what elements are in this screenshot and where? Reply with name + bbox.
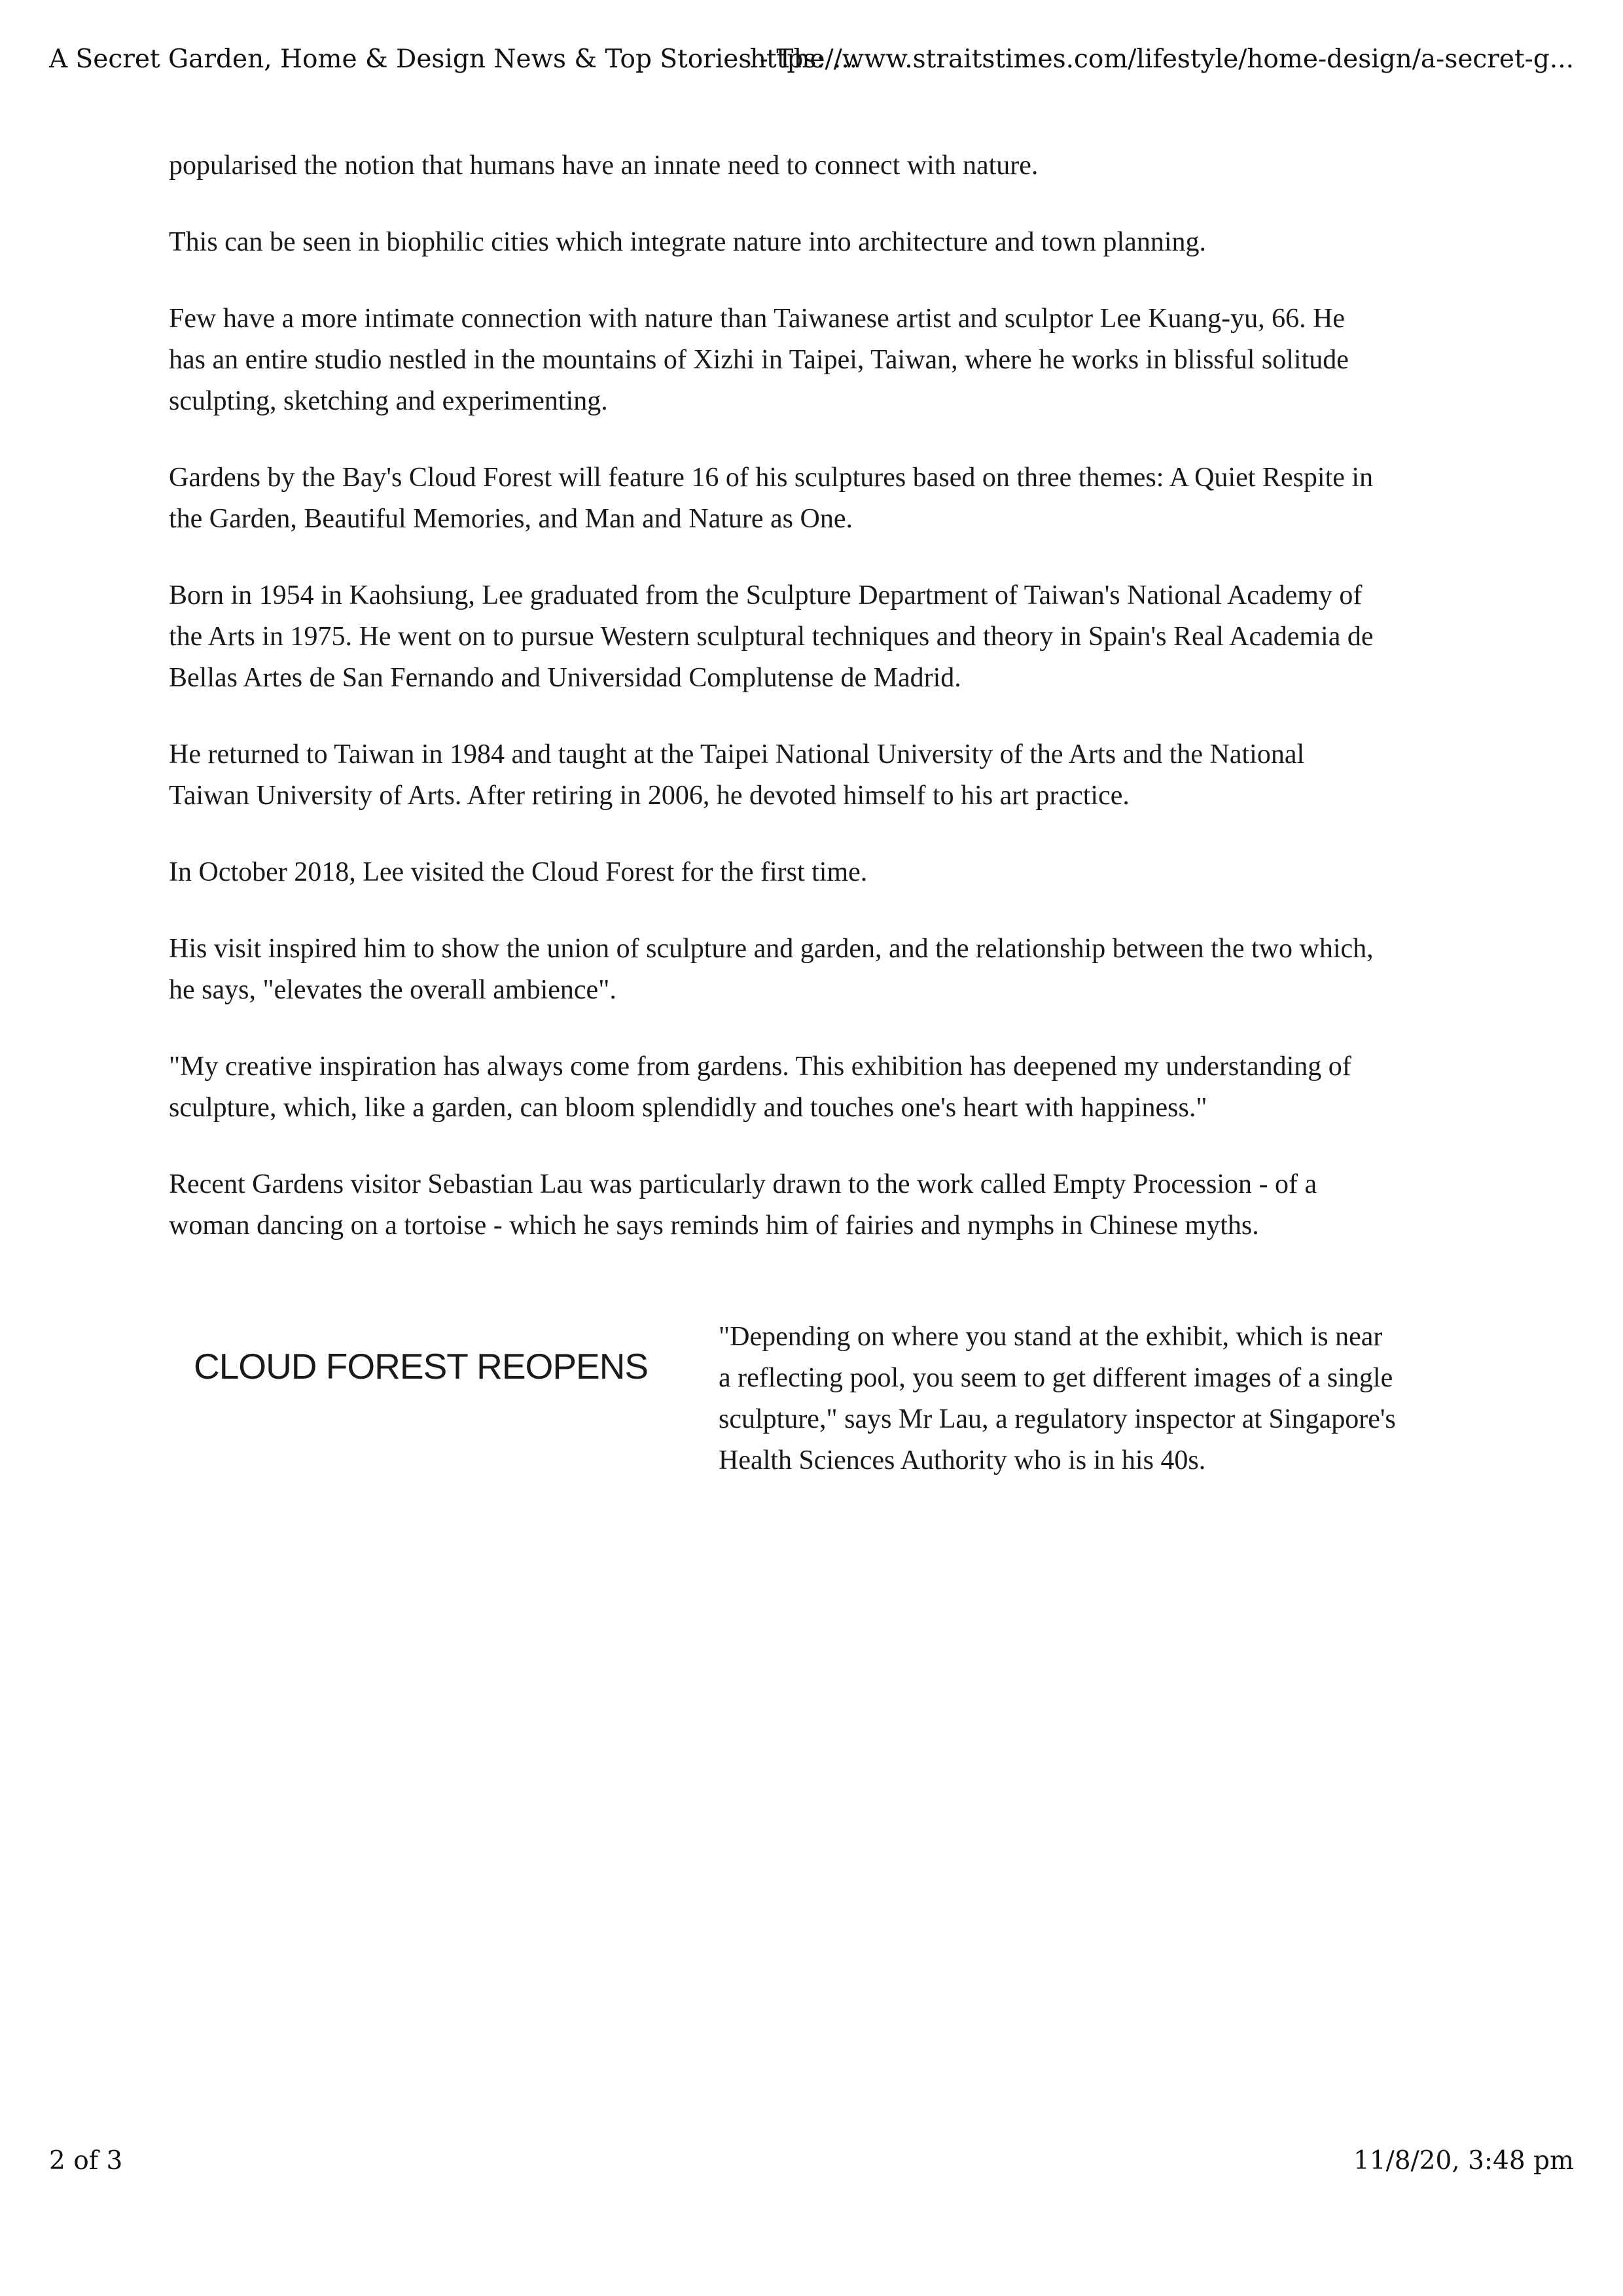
article-paragraph: In October 2018, Lee visited the Cloud Forest for the first time. [169,857,868,887]
section-subhead: CLOUD FOREST REOPENS [194,1346,649,1386]
print-footer [49,2146,1574,2185]
print-header [49,44,1574,84]
article-paragraph: "Depending on where you stand at the exhibit, which is near a reflecting pool, you seem to get different images of a single sculpture," says Mr Lau, a regulatory inspector at Singapore's Health Sciences Authority who is in his 40s. [719,1322,1396,1475]
article-paragraph: "My creative inspiration has always come from gardens. This exhibition has deepened my understanding of sculpture, which, like a garden, can bloom splendidly and touches one's heart with happiness." [169,1051,1351,1123]
article-paragraph: Gardens by the Bay's Cloud Forest will feature 16 of his sculptures based on three themes: A Quiet Respite in the Garden, Beautiful Memories, and Man and Nature as One. [169,463,1374,534]
article-paragraph: His visit inspired him to show the union of sculpture and garden, and the relationship between the two which, he says, "elevates the overall ambience". [169,934,1374,1005]
article-paragraph: This can be seen in biophilic cities which integrate nature into architecture and town planning. [169,227,1206,257]
page-url[interactable]: https://www.straitstimes.com/lifestyle/home-design/a-secret-g... [749,44,1574,74]
page-title: A Secret Garden, Home & Design News & Top Stories - The ... [49,44,858,74]
article-paragraph: Few have a more intimate connection with nature than Taiwanese artist and sculptor Lee Kuang-yu, 66. He has an entire studio nestled in the mountains of Xizhi in Taipei, Taiwan, where he works in blissful solitude sculpting, sketching and experimenting. [169,304,1349,416]
print-timestamp: 11/8/20, 3:48 pm [1353,2146,1574,2176]
article-paragraph: popularised the notion that humans have an innate need to connect with nature. [169,150,1039,181]
subhead-section [169,1316,1396,1513]
page-number: 2 of 3 [49,2146,123,2176]
article-paragraph: Born in 1954 in Kaohsiung, Lee graduated from the Sculpture Department of Taiwan's National Academy of the Arts in 1975. He went on to pursue Western sculptural techniques and theory in Spain's Real Academia de Bellas Artes de San Fernando and Universidad Complutense de Madrid. [169,580,1374,693]
article-paragraph: He returned to Taiwan in 1984 and taught at the Taipei National University of the Arts and the National Taiwan University of Arts. After retiring in 2006, he devoted himself to his art practice. [169,739,1305,811]
article-body [169,145,1386,1282]
article-paragraph: Recent Gardens visitor Sebastian Lau was particularly drawn to the work called Empty Procession - of a woman dancing on a tortoise - which he says reminds him of fairies and nymphs in Chinese myths. [169,1169,1317,1241]
